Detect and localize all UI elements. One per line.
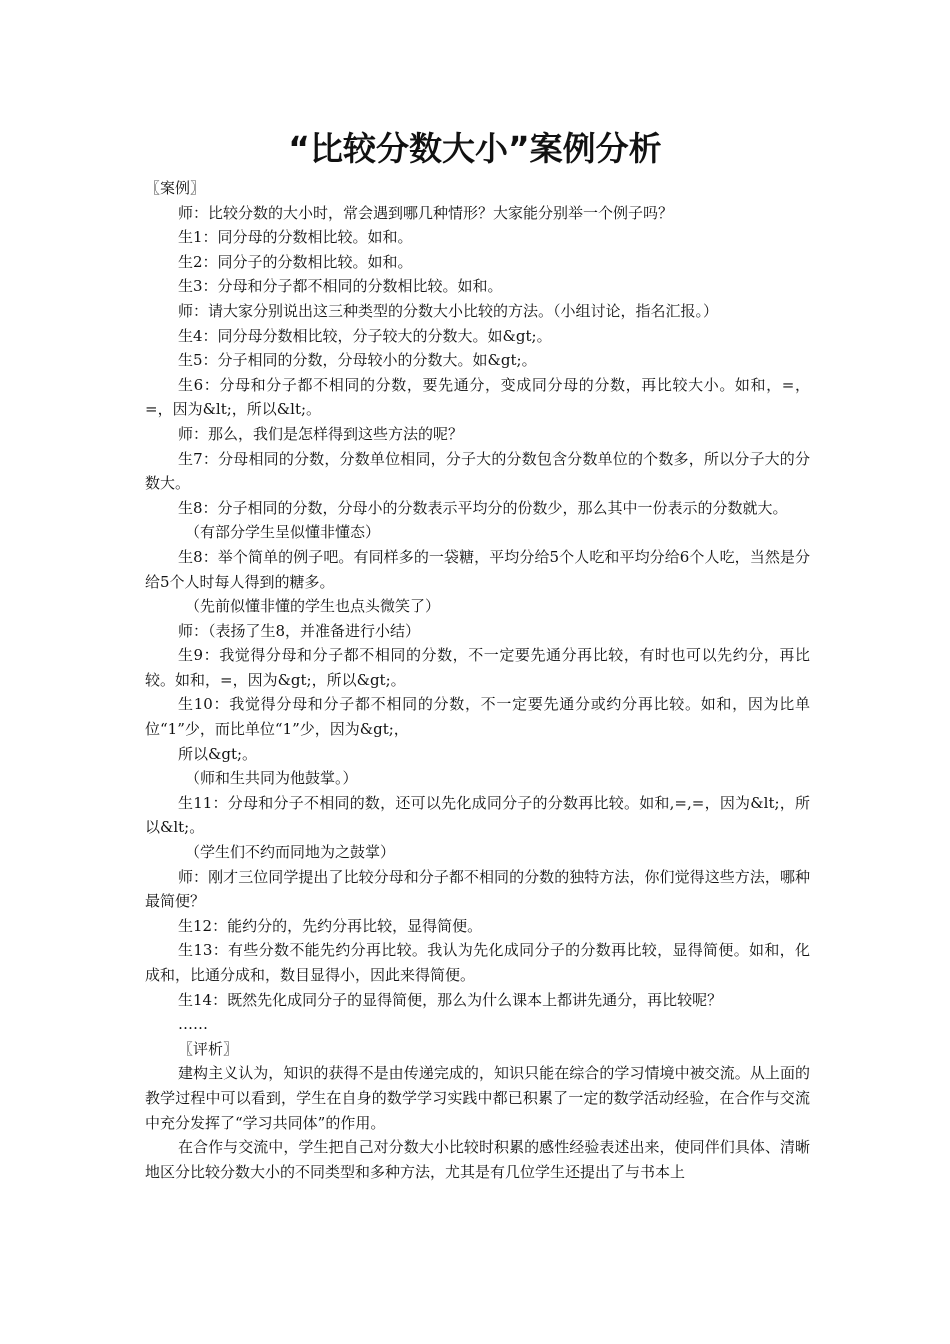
paragraph: 生2：同分子的分数相比较。如和。 (178, 252, 413, 271)
paragraph: 生12：能约分的，先约分再比较，显得简便。 (178, 916, 483, 935)
paragraph: （学生们不约而同地为之鼓掌） (185, 843, 396, 862)
paragraph: （有部分学生呈似懂非懂态） (185, 523, 381, 542)
paragraph: 所以&gt;。 (178, 744, 258, 763)
paragraph: 在合作与交流中，学生把自己对分数大小比较时积累的感性经验表述出来，使同伴们具体、清晰地区分比较分数大小的不同类型和多种方法，尤其是有几位学生还提出了与书本上 (145, 1138, 810, 1181)
paragraph: 生8：分子相同的分数，分母小的分数表示平均分的份数少，那么其中一份表示的分数就大。 (178, 498, 788, 517)
paragraph: 生14：既然先化成同分子的显得简便，那么为什么课本上都讲先通分，再比较呢？ (178, 990, 723, 1009)
section-label: 〖案例〗 (145, 179, 206, 197)
paragraph: 生10：我觉得分母和分子都不相同的分数，不一定要先通分或约分再比较。如和，因为比单位“1”少，而比单位“1”少，因为&gt;， (145, 695, 810, 739)
document-body (145, 176, 810, 1184)
paragraph: 师：比较分数的大小时，常会遇到哪几种情形？大家能分别举一个例子吗？ (178, 203, 674, 222)
paragraph: 生6：分母和分子都不相同的分数，要先通分，变成同分母的分数，再比较大小。如和，=，=，因为&lt;，所以&lt;。 (145, 375, 810, 419)
paragraph: …… (178, 1015, 208, 1034)
paragraph: 生7：分母相同的分数，分数单位相同，分子大的分数包含分数单位的个数多，所以分子大的分数大。 (145, 449, 810, 493)
paragraph: 建构主义认为，知识的获得不是由传递完成的，知识只能在综合的学习情境中被交流。从上面的教学过程中可以看到，学生在自身的数学学习实践中都已积累了一定的数学活动经验，在合作与交流中充分发挥了“学习共同体”的作用。 (145, 1064, 810, 1132)
paragraph: 生3：分母和分子都不相同的分数相比较。如和。 (178, 277, 503, 296)
paragraph: 师：那么，我们是怎样得到这些方法的呢？ (178, 424, 464, 443)
section-label: 〖评析〗 (178, 1039, 239, 1058)
paragraph: 生13：有些分数不能先约分再比较。我认为先化成同分子的分数再比较，显得简便。如和，化成和，比通分成和，数目显得小，因此来得简便。 (145, 941, 810, 984)
paragraph: 师：（表扬了生8，并准备进行小结） (178, 621, 421, 640)
paragraph: 生4：同分母分数相比较，分子较大的分数大。如&gt;。 (178, 326, 552, 345)
paragraph: 生1：同分母的分数相比较。如和。 (178, 228, 413, 247)
paragraph: （先前似懂非懂的学生也点头微笑了） (185, 597, 441, 616)
paragraph: 师：刚才三位同学提出了比较分母和分子都不相同的分数的独特方法，你们觉得这些方法，哪种最简便？ (145, 867, 810, 911)
document-title: “比较分数大小”案例分析 (288, 129, 662, 168)
paragraph: （师和生共同为他鼓掌。） (185, 769, 358, 788)
paragraph: 生8：举个简单的例子吧。有同样多的一袋糖，平均分给5个人吃和平均分给6个人吃，当然是分给5个人时每人得到的糖多。 (145, 547, 810, 591)
paragraph: 生9：我觉得分母和分子都不相同的分数，不一定要先通分再比较，有时也可以先约分，再比较。如和，=，因为&gt;，所以&gt;。 (145, 646, 810, 689)
paragraph: 生5：分子相同的分数，分母较小的分数大。如&gt;。 (178, 351, 537, 370)
paragraph: 生11：分母和分子不相同的数，还可以先化成同分子的分数再比较。如和,=,=，因为&lt;，所以&lt;。 (145, 793, 810, 837)
paragraph: 师：请大家分别说出这三种类型的分数大小比较的方法。（小组讨论，指名汇报。） (178, 301, 719, 320)
